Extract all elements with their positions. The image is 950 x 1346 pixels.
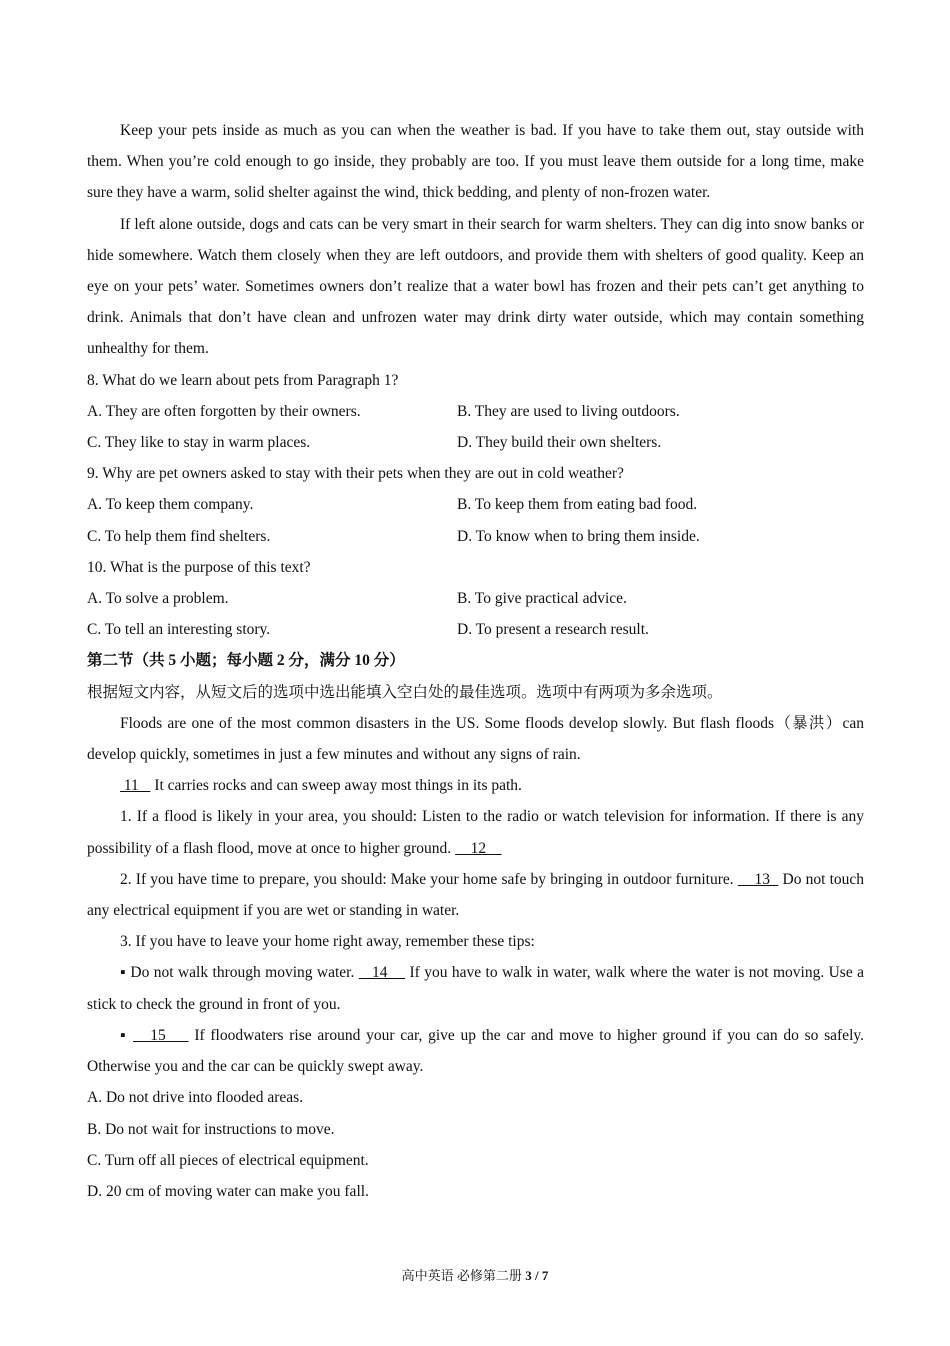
option-c: C. They like to stay in warm places. bbox=[87, 434, 311, 452]
options-row bbox=[87, 489, 864, 520]
option-c: C. To tell an interesting story. bbox=[87, 621, 271, 639]
option-d: D. To know when to bring them inside. bbox=[457, 527, 700, 545]
tip-text: If you have to walk in water, walk where the water is not moving. Use a stick to check the ground in front of you. bbox=[87, 964, 865, 1013]
option-d: D. To present a research result. bbox=[457, 621, 649, 639]
question-stem: 10. What is the purpose of this text? bbox=[87, 558, 311, 576]
passage-paragraph-3: Floods are one of the most common disasters in the US. Some floods develop slowly. But flash floods（暴洪）can develop quickly, sometimes in just a few minutes and without any signs of rain. bbox=[87, 714, 864, 764]
passage-paragraph-6 bbox=[87, 864, 864, 926]
option-b: B. To give practical advice. bbox=[457, 590, 627, 608]
answer-option-a: A. Do not drive into flooded areas. bbox=[87, 1089, 304, 1107]
tip-1 bbox=[87, 957, 864, 1019]
passage-paragraph-1: Keep your pets inside as much as you can when the weather is bad. If you have to take them out, stay outside with them. When you’re cold enough to go inside, they probably are too. If you must leave them outside for a long time, make sure they have a warm, solid shelter against the wind, thick bedding, and plenty of non-frozen water. bbox=[87, 122, 864, 202]
options-row bbox=[87, 583, 864, 614]
blank-12: 12 bbox=[455, 839, 502, 857]
options-row bbox=[87, 521, 864, 552]
question-stem: 8. What do we learn about pets from Paragraph 1? bbox=[87, 371, 399, 389]
passage-paragraph-5 bbox=[87, 801, 864, 863]
tip-text: If floodwaters rise around your car, give up the car and move to higher ground if you can do so safely. Otherwise you and the car can be quickly swept away. bbox=[87, 1026, 864, 1076]
tip-2 bbox=[87, 1020, 864, 1082]
option-b: B. To keep them from eating bad food. bbox=[457, 496, 698, 514]
document-page bbox=[87, 115, 864, 1207]
options-row bbox=[87, 614, 864, 645]
section-instruction: 根据短文内容，从短文后的选项中选出能填入空白处的最佳选项。选项中有两项为多余选项。 bbox=[87, 683, 723, 701]
blank-13: 13 bbox=[737, 870, 779, 888]
passage-paragraph-7: 3. If you have to leave your home right away, remember these tips: bbox=[120, 933, 535, 951]
question-10 bbox=[87, 552, 864, 646]
option-d: D. They build their own shelters. bbox=[457, 434, 662, 452]
blank-11: 11 bbox=[120, 777, 151, 795]
answer-option-c: C. Turn off all pieces of electrical equipment. bbox=[87, 1151, 369, 1169]
answer-option-b: B. Do not wait for instructions to move. bbox=[87, 1120, 335, 1138]
option-a: A. To keep them company. bbox=[87, 496, 254, 514]
passage-paragraph-4 bbox=[87, 770, 864, 801]
bullet-icon: ▪ bbox=[120, 1026, 128, 1044]
blank-14: 14 bbox=[358, 964, 406, 982]
paragraph-text: 1. If a flood is likely in your area, you should: Listen to the radio or watch television for information. If there is any possibility of a flash flood, move at once to higher ground. bbox=[87, 808, 864, 857]
answer-option-d: D. 20 cm of moving water can make you fall. bbox=[87, 1182, 369, 1200]
question-stem: 9. Why are pet owners asked to stay with their pets when they are out in cold weather? bbox=[87, 465, 624, 483]
passage-paragraph-2: If left alone outside, dogs and cats can be very smart in their search for warm shelters. They can dig into snow banks or hide somewhere. Watch them closely when they are left outdoors, and provide them with shelters of good quality. Keep an eye on your pets’ water. Sometimes owners don’t realize that a water bowl has frozen and their pets can’t get anything to drink. Animals that don’t have clean and unfrozen water may drink dirty water outside, which may contain something unhealthy for them. bbox=[87, 215, 864, 358]
paragraph-text: Do not touch any electrical equipment if you are wet or standing in water. bbox=[87, 870, 865, 920]
option-c: C. To help them find shelters. bbox=[87, 527, 271, 545]
paragraph-text: It carries rocks and can sweep away most things in its path. bbox=[154, 777, 522, 795]
page-footer bbox=[0, 1266, 950, 1286]
option-a: A. To solve a problem. bbox=[87, 590, 229, 608]
question-8 bbox=[87, 365, 864, 459]
page-total: 7 bbox=[541, 1268, 549, 1283]
blank-15: 15 bbox=[133, 1026, 189, 1044]
page-separator: / bbox=[531, 1268, 542, 1283]
option-a: A. They are often forgotten by their owners. bbox=[87, 402, 361, 420]
footer-text: 高中英语 必修第二册 bbox=[401, 1268, 526, 1283]
options-row bbox=[87, 396, 864, 427]
section-heading: 第二节（共 5 小题；每小题 2 分，满分 10 分） bbox=[87, 652, 405, 670]
options-row bbox=[87, 427, 864, 458]
question-9 bbox=[87, 458, 864, 552]
option-b: B. They are used to living outdoors. bbox=[457, 402, 680, 420]
paragraph-text: 2. If you have time to prepare, you should: Make your home safe by bringing in outdoor furniture. bbox=[120, 870, 734, 888]
page-number: 3 bbox=[525, 1268, 532, 1283]
tip-text: ▪ Do not walk through moving water. bbox=[120, 964, 355, 982]
